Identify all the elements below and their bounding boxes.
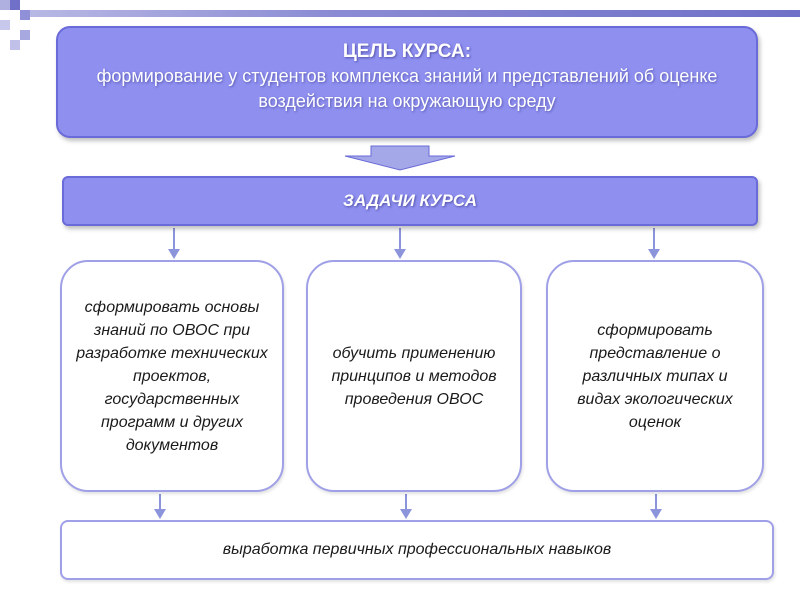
course-goal-box [56,26,758,138]
result-box [60,520,774,580]
task-card-text: сформировать основы знаний по ОВОС при разработке технических проектов, государственных программ и других документов [76,298,268,454]
card1-to-result-arrowhead [154,509,166,519]
result-text: выработка первичных профессиональных навыков [222,541,612,558]
course-goal-title: ЦЕЛЬ КУРСА: [342,41,472,62]
course-tasks-title: ЗАДАЧИ КУРСА [343,191,477,210]
task-card-2 [306,260,522,492]
tasks-to-card1-arrowhead [168,249,180,259]
task-card-text: сформировать представление о различных типах и видах экологических оценок [577,321,733,431]
course-goal-text: формирование у студентов комплекса знаний и представлений об оценке воздействия на окружающую среду [96,66,718,111]
tasks-to-card2-arrowhead [394,249,406,259]
goal-to-tasks-arrow [345,146,455,170]
task-card-text: обучить применению принципов и методов проведения ОВОС [331,344,497,408]
task-card-1 [60,260,284,492]
tasks-to-card3-arrowhead [648,249,660,259]
card2-to-result-arrowhead [400,509,412,519]
task-card-3 [546,260,764,492]
course-tasks-box [62,176,758,226]
card3-to-result-arrowhead [650,509,662,519]
